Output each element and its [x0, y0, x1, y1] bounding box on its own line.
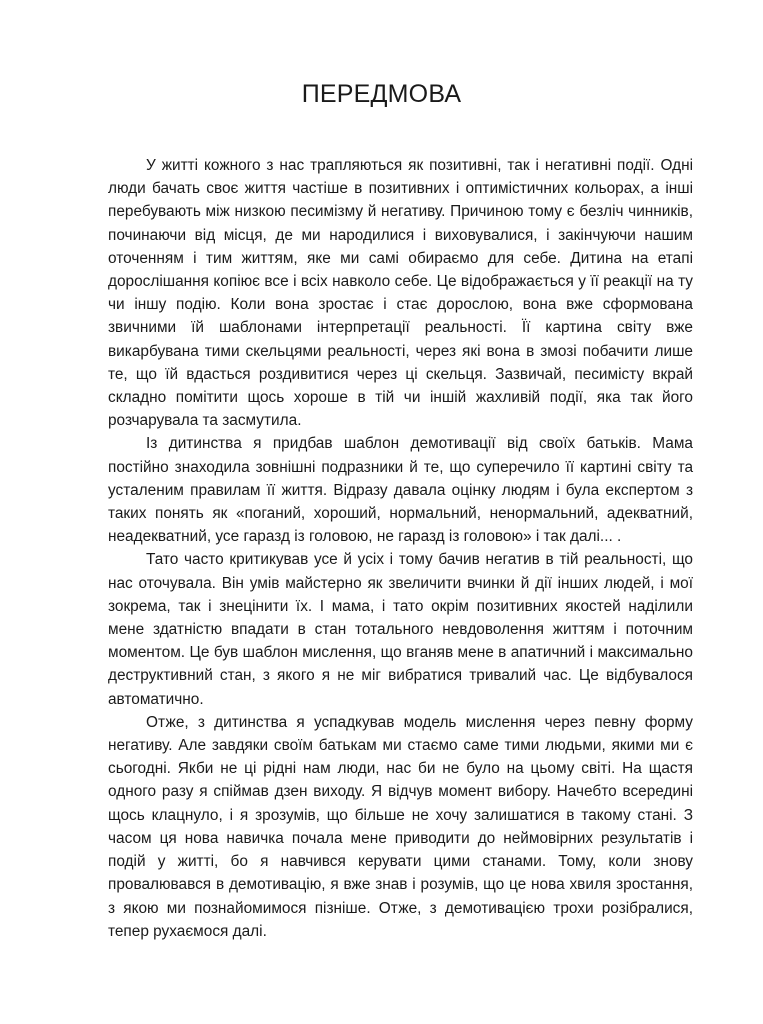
paragraph-3: Тато часто критикував усе й усіх і тому бачив негатив в тій реальності, що нас оточувала. Він умів майстерно як звеличити вчинки й дії інших людей, і мої зокрема, так і знецінити їх. І мама, і тато окрім позитивних якостей наділили мене здатністю впадати в стан тотального невдоволення життям і поточним моментом. Це був шаблон мислення, що вганяв мене в апатичний і максимально деструктивний стан, з якого я не міг вибратися тривалий час. Це відбувалося автоматично.	[108, 551, 693, 708]
body-text	[108, 154, 693, 943]
paragraph-1: У житті кожного з нас трапляються як позитивні, так і негативні події. Одні люди бачать своє життя частіше в позитивних і оптимістичних кольорах, а інші перебувають між низкою песимізму й негативу. Причиною тому є безліч чинників, починаючи від місця, де ми народилися і виховувалися, і закінчуючи нашим оточенням і тим життям, яке ми самі обираємо для себе. Дитина на етапі дорослішання копіює все і всіх навколо себе. Це відображається у її реакції на ту чи іншу подію. Коли вона зростає і стає дорослою, вона вже сформована звичними їй шаблонами інтерпретації реальності. Її картина світу вже викарбувана тими скельцями реальності, через які вона в змозі побачити лише те, що їй вдасться роздивитися через ці скельця. Зазвичай, песимісту вкрай складно помітити щось хороше в тій чи іншій жахливій події, яка так його розчарувала та засмутила.	[108, 157, 693, 430]
paragraph-2: Із дитинства я придбав шаблон демотивації від своїх батьків. Мама постійно знаходила зовнішні подразники й те, що суперечило її картині світу та усталеним правилам її життя. Відразу давала оцінку людям і була експертом з таких понять як «поганий, хороший, нормальний, ненормальний, адекватний, неадекватний, усе гаразд із головою, не гаразд із головою» і так далі... .	[108, 435, 693, 546]
page-title: ПЕРЕДМОВА	[301, 80, 462, 108]
paragraph-4: Отже, з дитинства я успадкував модель мислення через певну форму негативу. Але завдяки своїм батькам ми стаємо саме тими людьми, якими ми є сьогодні. Якби не ці рідні нам люди, нас би не було на цьому світі. На щастя одного разу я спіймав дзен виходу. Я відчув момент вибору. Начебто всередині щось клацнуло, і я зрозумів, що більше не хочу залишатися в такому стані. З часом ця нова навичка почала мене приводити до неймовірних результатів і подій у житті, бо я навчився керувати цими станами. Тому, коли знову провалювався в демотивацію, я вже знав і розумів, що це нова хвиля зростання, з якою ми познайомимося пізніше. Отже, з демотивацією трохи розібралися, тепер рухаємося далі.	[108, 713, 693, 940]
